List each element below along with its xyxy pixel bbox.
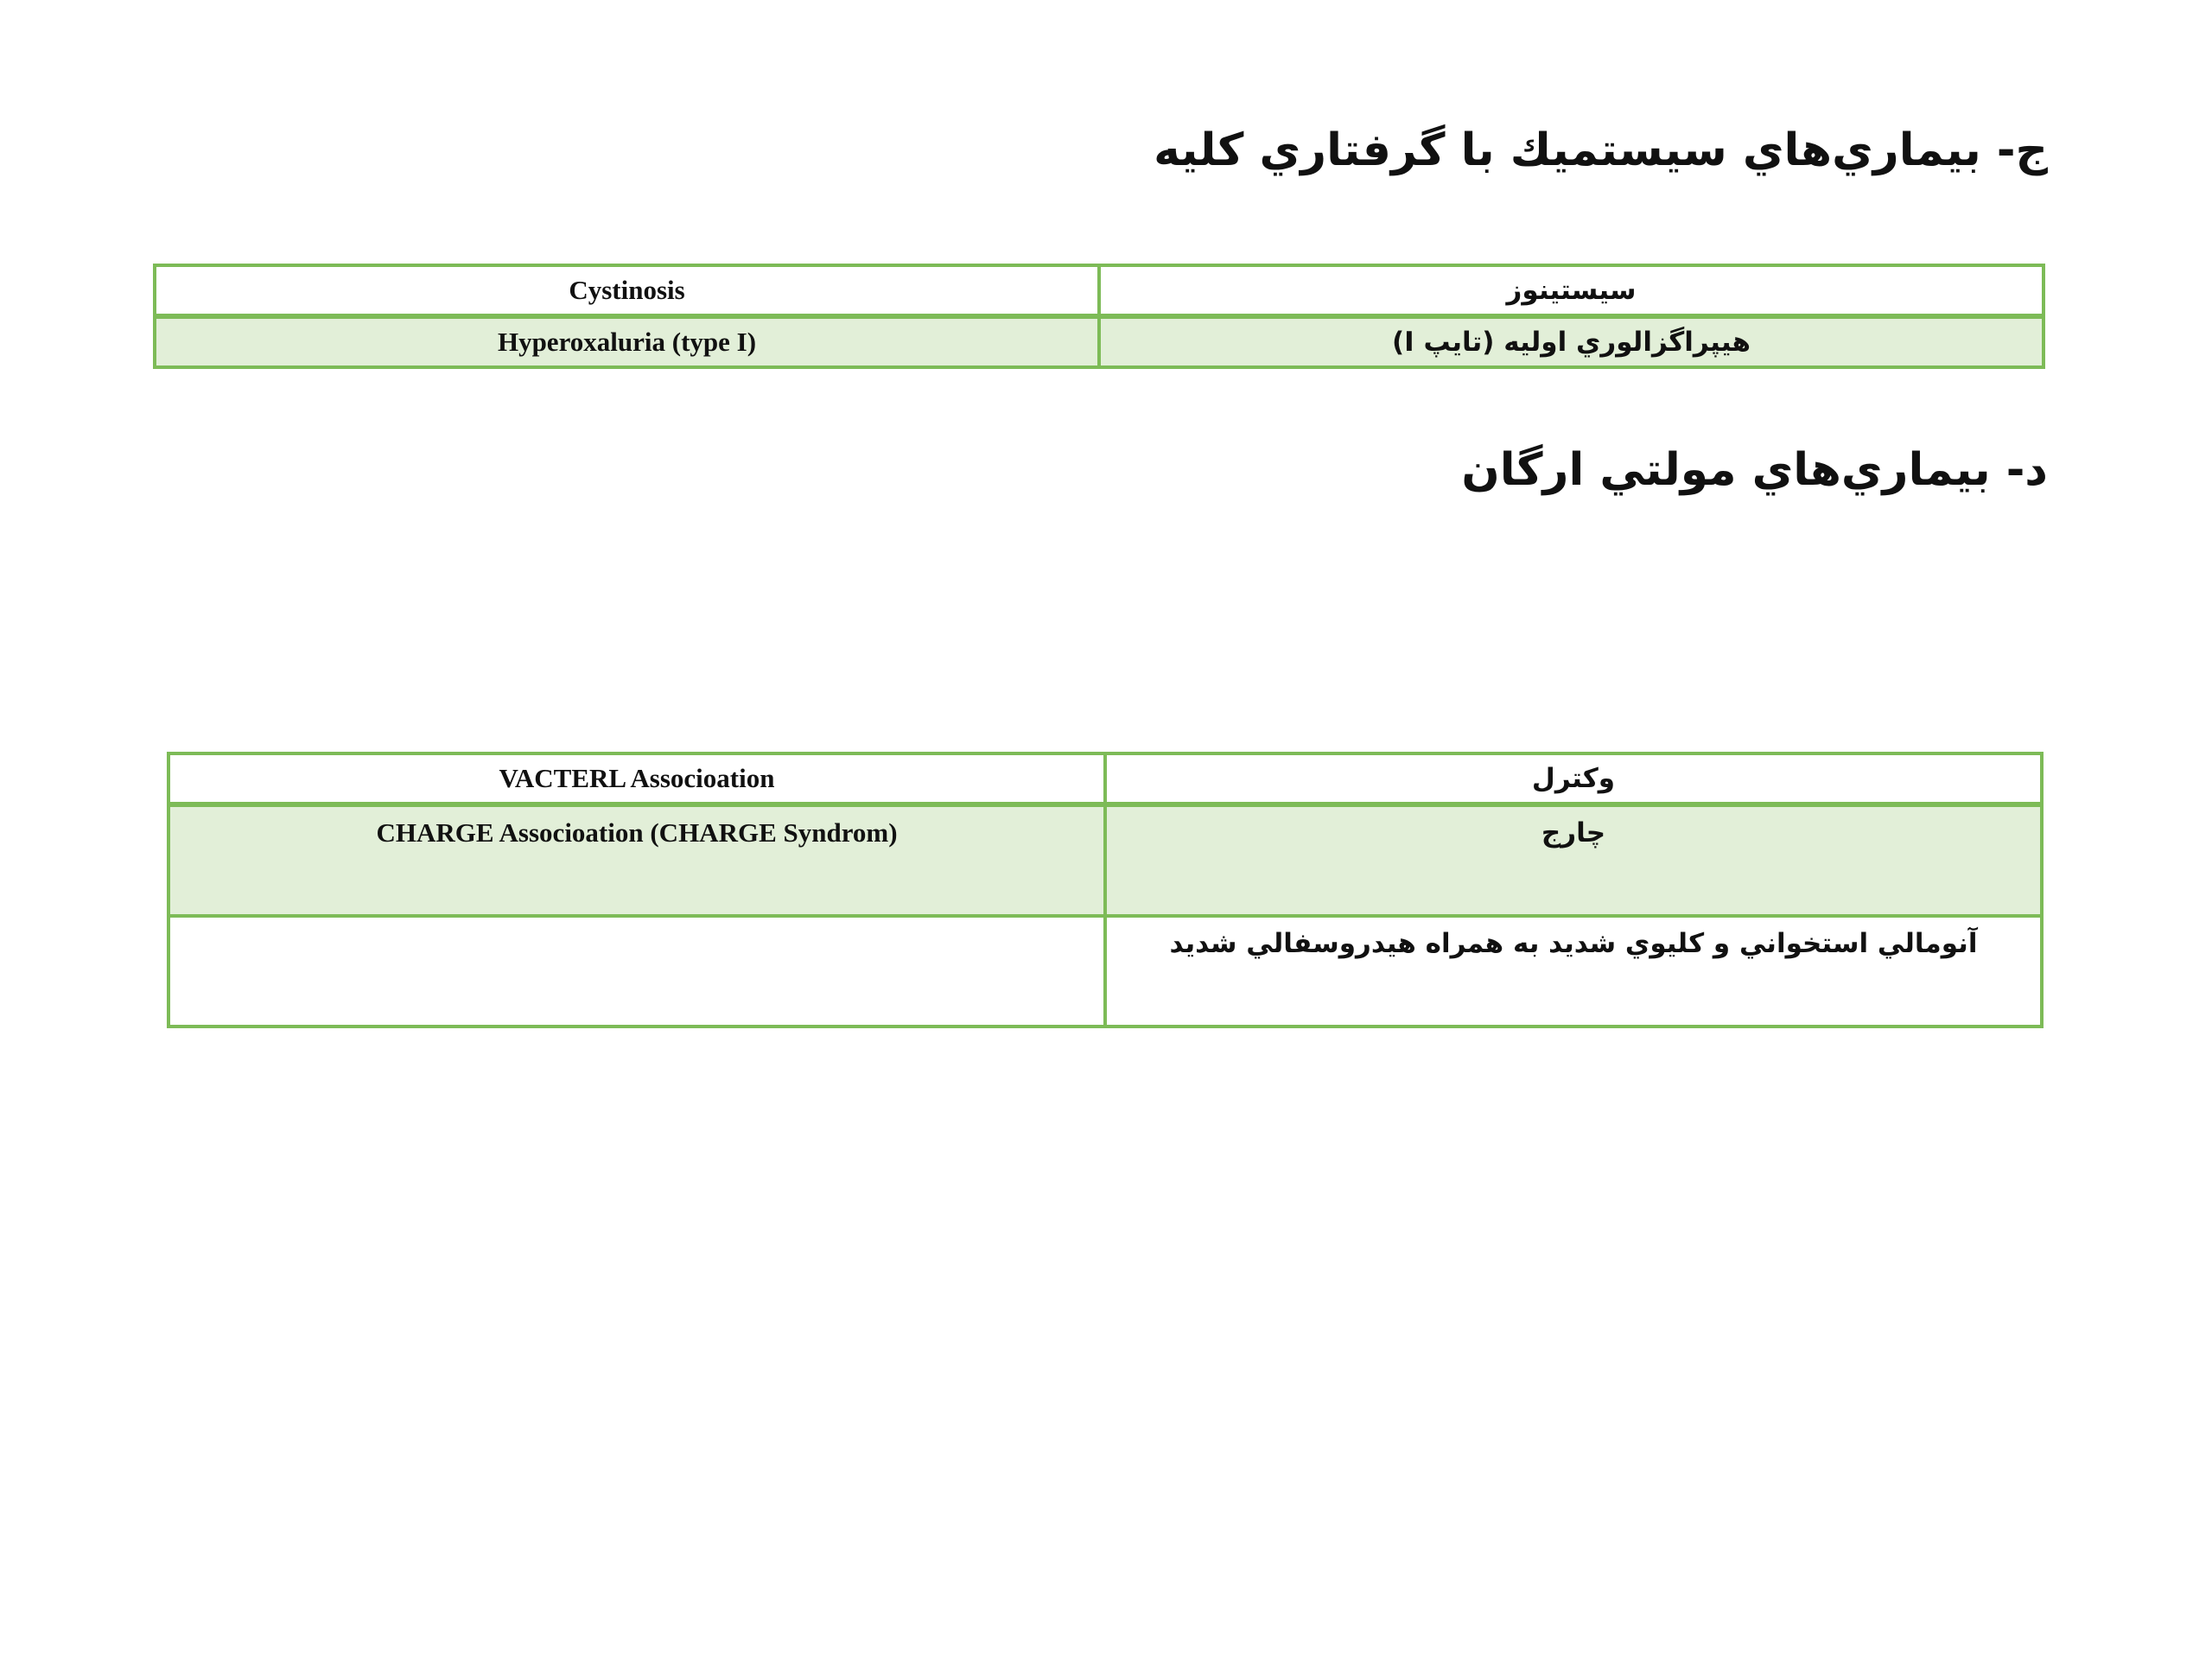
table-row	[168, 753, 2042, 804]
systemic-diseases-table	[153, 264, 2045, 369]
table-cell-persian: آنومالي استخواني و كليوي شديد به همراه هيدروسفالي شديد	[1105, 916, 2042, 1027]
multi-organ-diseases-table	[167, 752, 2044, 1028]
table-row	[168, 916, 2042, 1027]
table-cell-persian: هيپراگزالوري اوليه (تايپ I)	[1099, 316, 2044, 367]
table-row	[168, 804, 2042, 916]
table-row	[155, 265, 2044, 316]
table-cell-persian: وكترل	[1105, 753, 2042, 804]
table-cell-english	[168, 916, 1105, 1027]
section-c-heading: ج- بيماري‌هاي سيستميك با گرفتاري كليه	[1154, 124, 2048, 176]
table-cell-persian: چارج	[1105, 804, 2042, 916]
table-cell-english: CHARGE Associoation (CHARGE Syndrom)	[168, 804, 1105, 916]
table-cell-english: Cystinosis	[155, 265, 1099, 316]
table-cell-english: Hyperoxaluria (type I)	[155, 316, 1099, 367]
table-cell-english: VACTERL Associoation	[168, 753, 1105, 804]
table-row	[155, 316, 2044, 367]
table-cell-persian: سيستينوز	[1099, 265, 2044, 316]
section-d-heading: د- بيماري‌هاي مولتي ارگان	[1461, 444, 2048, 496]
